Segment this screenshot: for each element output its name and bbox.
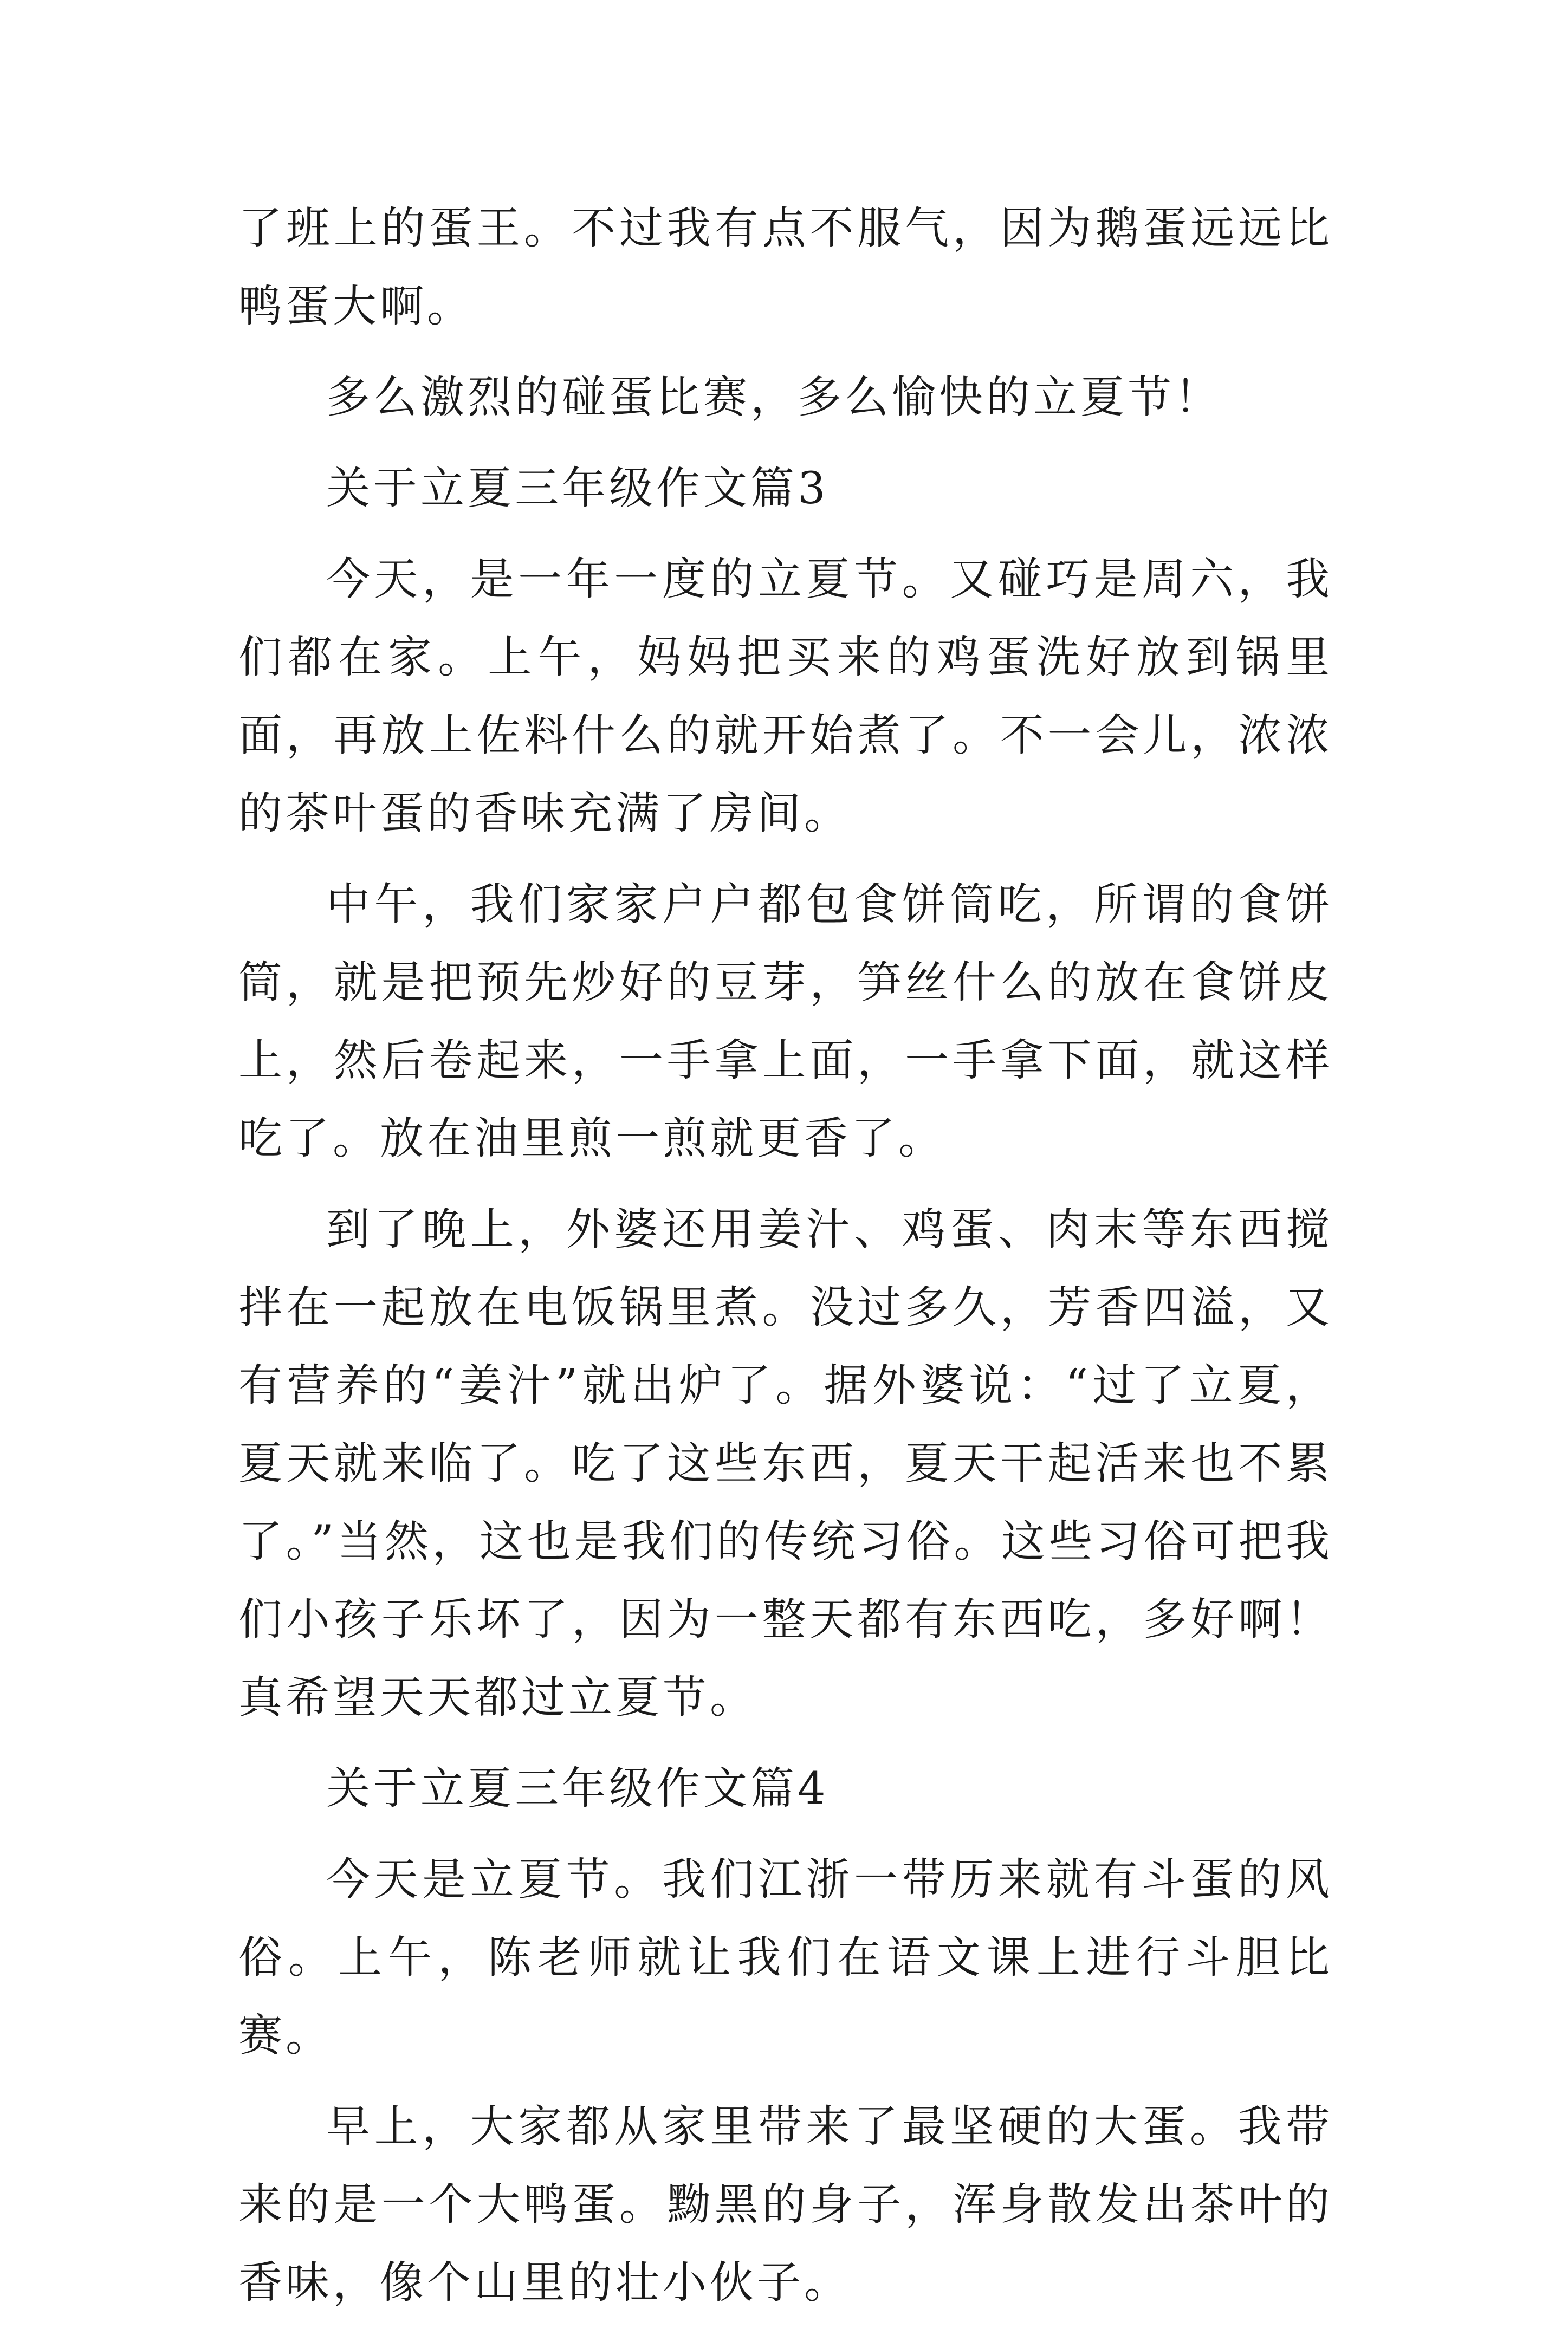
paragraph: 多么激烈的碰蛋比赛，多么愉快的立夏节！ xyxy=(326,372,1222,423)
paragraph: 中午，我们家家户户都包食饼筒吃，所谓的食饼筒，就是把预先炒好的豆芽，笋丝什么的放在食饼皮上，然后卷起来，一手拿上面，一手拿下面，就这样吃了。放在油里煎一煎就更香了。 xyxy=(238,879,1333,1164)
paragraph: 今天，是一年一度的立夏节。又碰巧是周六，我们都在家。上午，妈妈把买来的鸡蛋洗好放到锅里面，再放上佐料什么的就开始煮了。不一会儿，浓浓的茶叶蛋的香味充满了房间。 xyxy=(238,554,1333,839)
section-heading-4: 关于立夏三年级作文篇4 xyxy=(326,1763,829,1814)
section-heading-3: 关于立夏三年级作文篇3 xyxy=(326,463,829,514)
paragraph: 今天是立夏节。我们江浙一带历来就有斗蛋的风俗。上午，陈老师就让我们在语文课上进行斗胆比赛。 xyxy=(238,1854,1333,2061)
article-body xyxy=(238,190,1333,2335)
paragraph: 到了晚上，外婆还用姜汁、鸡蛋、肉末等东西搅拌在一起放在电饭锅里煮。没过多久，芳香四溢，又有营养的“姜汁”就出炉了。据外婆说：“过了立夏，夏天就来临了。吃了这些东西，夏天干起活来也不累了。”当然，这也是我们的传统习俗。这些习俗可把我们小孩子乐坏了，因为一整天都有东西吃，多好啊！真希望天天都过立夏节。 xyxy=(238,1204,1333,1723)
paragraph: 早上，大家都从家里带来了最坚硬的大蛋。我带来的是一个大鸭蛋。黝黑的身子，浑身散发出茶叶的香味，像个山里的壮小伙子。 xyxy=(238,2102,1333,2308)
paragraph-continuation: 了班上的蛋王。不过我有点不服气，因为鹅蛋远远比鸭蛋大啊。 xyxy=(238,203,1333,332)
